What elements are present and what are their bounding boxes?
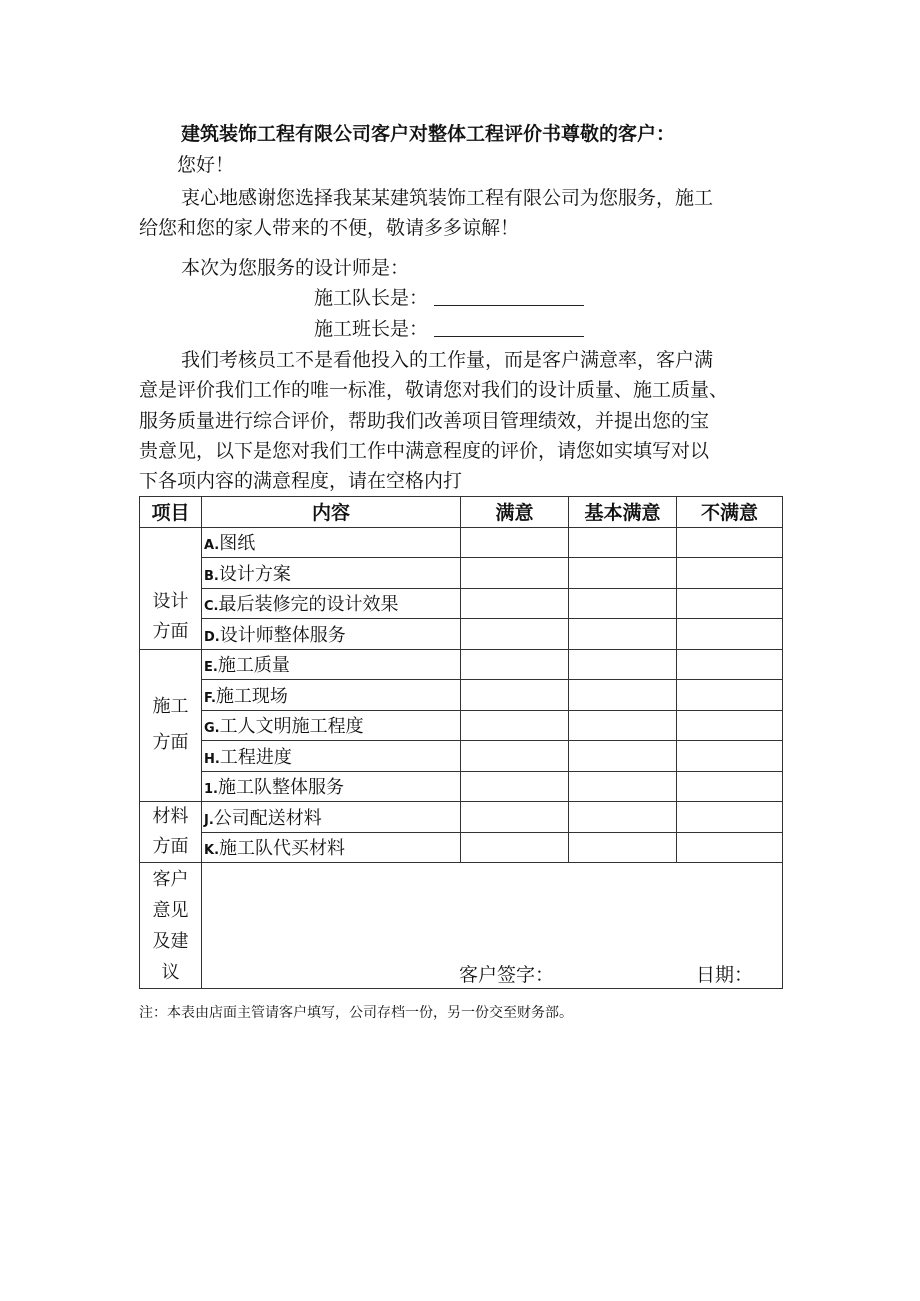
item-cell [202, 771, 461, 802]
basically-satisfied-cell[interactable] [569, 527, 677, 558]
signature-label: 客户签字： [459, 964, 555, 986]
group-label: 方面 [152, 836, 189, 857]
team-leader-row [314, 286, 584, 310]
table-header-row [140, 497, 783, 528]
intro-line-1: 衷心地感谢您选择我某某建筑装饰工程有限公司为您服务，施工 [181, 187, 714, 209]
opinion-label [140, 863, 202, 989]
item-text: 施工现场 [215, 685, 288, 707]
item-cell [202, 802, 461, 833]
table-row [140, 741, 783, 772]
team-leader-label: 施工队长是： [314, 287, 429, 309]
basically-satisfied-cell[interactable] [569, 680, 677, 711]
table-row [140, 832, 783, 863]
opinion-input-area[interactable] [202, 863, 783, 989]
table-row [140, 802, 783, 833]
basically-satisfied-cell[interactable] [569, 649, 677, 680]
crew-leader-blank[interactable] [434, 318, 584, 337]
basically-satisfied-cell[interactable] [569, 588, 677, 619]
satisfied-cell[interactable] [461, 802, 569, 833]
crew-leader-row [314, 317, 584, 341]
table-row [140, 619, 783, 650]
intro-line-2: 给您和您的家人带来的不便，敬请多多谅解！ [139, 217, 520, 239]
unsatisfied-cell[interactable] [677, 802, 783, 833]
group-label: 方面 [152, 732, 189, 754]
group-label: 施工 [152, 696, 189, 718]
item-text: 最后装修完的设计效果 [218, 594, 399, 616]
basically-satisfied-cell[interactable] [569, 802, 677, 833]
satisfied-cell[interactable] [461, 588, 569, 619]
basically-satisfied-cell[interactable] [569, 619, 677, 650]
table-row [140, 680, 783, 711]
satisfied-cell[interactable] [461, 741, 569, 772]
unsatisfied-cell[interactable] [677, 649, 783, 680]
designer-label: 本次为您服务的设计师是： [181, 257, 410, 279]
item-cell [202, 680, 461, 711]
basically-satisfied-cell[interactable] [569, 832, 677, 863]
group-label: 方面 [152, 620, 189, 642]
item-text: 设计师整体服务 [219, 624, 346, 646]
item-code: J. [204, 812, 214, 828]
greeting: 您好！ [177, 154, 235, 176]
unsatisfied-cell[interactable] [677, 771, 783, 802]
satisfied-cell[interactable] [461, 832, 569, 863]
satisfied-cell[interactable] [461, 527, 569, 558]
document-title: 建筑装饰工程有限公司客户对整体工程评价书尊敬的客户： [181, 123, 676, 145]
group-label: 设计 [152, 590, 189, 612]
item-code: B. [204, 568, 219, 584]
unsatisfied-cell[interactable] [677, 558, 783, 589]
evaluation-table [139, 496, 783, 989]
satisfied-cell[interactable] [461, 619, 569, 650]
item-text: 公司配送材料 [213, 807, 322, 829]
item-cell [202, 558, 461, 589]
item-text: 施工队代买材料 [219, 838, 346, 860]
item-text: 图纸 [219, 533, 256, 555]
item-code: K. [204, 843, 220, 859]
table-row [140, 710, 783, 741]
item-text: 工人文明施工程度 [219, 716, 364, 738]
item-cell [202, 710, 461, 741]
basically-satisfied-cell[interactable] [569, 710, 677, 741]
basically-satisfied-cell[interactable] [569, 558, 677, 589]
item-code: E. [204, 660, 218, 676]
item-code: A. [204, 538, 220, 554]
item-text: 施工队整体服务 [217, 777, 344, 799]
opinion-label-line: 客户 [152, 868, 189, 890]
footnote: 注：本表由店面主管请客户填写，公司存档一份，另一份交至财务部。 [139, 1005, 573, 1021]
table-row [140, 649, 783, 680]
header-satisfied: 满意 [461, 497, 569, 528]
item-text: 施工质量 [217, 655, 290, 677]
item-cell [202, 527, 461, 558]
item-cell [202, 741, 461, 772]
item-text: 工程进度 [219, 746, 292, 768]
body-line: 意是评价我们工作的唯一标准，敬请您对我们的设计质量、施工质量、 [139, 379, 729, 401]
opinion-label-line: 意见 [152, 899, 189, 921]
header-project: 项目 [140, 497, 202, 528]
opinion-label-line: 及建 [152, 930, 189, 952]
item-cell [202, 649, 461, 680]
crew-leader-label: 施工班长是： [314, 318, 429, 340]
table-row [140, 527, 783, 558]
unsatisfied-cell[interactable] [677, 680, 783, 711]
header-unsatisfied: 不满意 [677, 497, 783, 528]
group-materials [140, 802, 202, 863]
header-content: 内容 [202, 497, 461, 528]
opinion-row [140, 863, 783, 989]
unsatisfied-cell[interactable] [677, 588, 783, 619]
basically-satisfied-cell[interactable] [569, 741, 677, 772]
basically-satisfied-cell[interactable] [569, 771, 677, 802]
satisfied-cell[interactable] [461, 649, 569, 680]
header-basically-satisfied: 基本满意 [569, 497, 677, 528]
item-code: 1. [204, 782, 218, 798]
body-line: 服务质量进行综合评价，帮助我们改善项目管理绩效，并提出您的宝 [139, 410, 710, 432]
item-code: C. [204, 599, 219, 615]
body-line: 下各项内容的满意程度，请在空格内打 [139, 470, 463, 492]
team-leader-blank[interactable] [434, 287, 584, 306]
item-code: F. [204, 690, 216, 706]
item-cell [202, 619, 461, 650]
satisfied-cell[interactable] [461, 558, 569, 589]
table-row [140, 771, 783, 802]
item-text: 设计方案 [218, 563, 291, 585]
unsatisfied-cell[interactable] [677, 710, 783, 741]
body-line: 我们考核员工不是看他投入的工作量，而是客户满意率，客户满 [181, 349, 714, 371]
group-construction [140, 649, 202, 802]
item-code: D. [204, 629, 220, 645]
body-line: 贵意见，以下是您对我们工作中满意程度的评价，请您如实填写对以 [139, 440, 710, 462]
satisfied-cell[interactable] [461, 680, 569, 711]
item-cell [202, 588, 461, 619]
satisfied-cell[interactable] [461, 771, 569, 802]
table-row [140, 558, 783, 589]
unsatisfied-cell[interactable] [677, 741, 783, 772]
date-label: 日期： [696, 964, 754, 986]
item-code: G. [204, 721, 220, 737]
satisfied-cell[interactable] [461, 710, 569, 741]
item-code: H. [204, 751, 220, 767]
unsatisfied-cell[interactable] [677, 619, 783, 650]
group-label: 材料 [152, 806, 189, 827]
unsatisfied-cell[interactable] [677, 527, 783, 558]
item-cell [202, 832, 461, 863]
table-row [140, 588, 783, 619]
group-design [140, 527, 202, 649]
opinion-label-line: 议 [161, 961, 180, 983]
unsatisfied-cell[interactable] [677, 832, 783, 863]
